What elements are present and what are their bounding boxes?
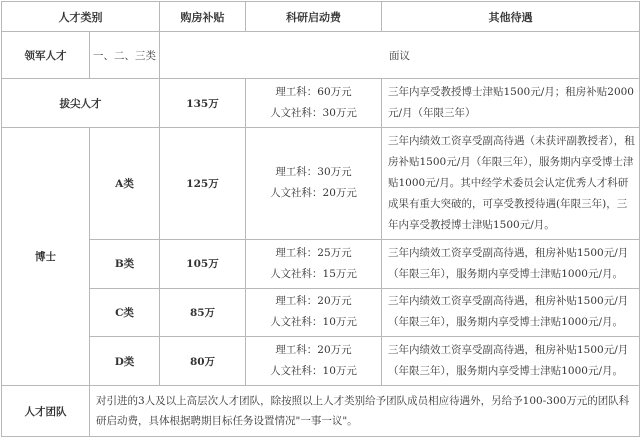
row-phd-d — [2, 337, 640, 386]
row-leading-talent — [2, 32, 640, 79]
funds-science: 理工科：20万元 — [275, 295, 352, 308]
phd-d-grade: D类 — [90, 337, 160, 386]
header-other-benefits: 其他待遇 — [382, 2, 640, 32]
leading-talent-name: 领军人才 — [2, 32, 90, 79]
phd-b-subsidy: 105万 — [160, 239, 246, 288]
header-research-funds: 科研启动费 — [246, 2, 382, 32]
funds-humanities: 人文社科：30万元 — [270, 107, 357, 120]
phd-d-other: 三年内绩效工资享受副高待遇，租房补贴1500元/月（年限三年），服务期内享受博士津贴1000元/月。 — [382, 337, 640, 386]
talent-policy-table — [1, 1, 640, 437]
row-talent-team — [2, 386, 640, 437]
funds-science: 理工科：20万元 — [275, 344, 352, 357]
phd-a-funds — [246, 128, 382, 240]
phd-b-other: 三年内绩效工资享受副高待遇，租房补贴1500元/月（年限三年），服务期内享受博士津贴1000元/月。 — [382, 239, 640, 288]
row-top-talent — [2, 79, 640, 128]
top-talent-subsidy: 135万 — [160, 79, 246, 128]
phd-a-subsidy: 125万 — [160, 128, 246, 240]
phd-c-funds — [246, 288, 382, 337]
leading-talent-negotiable: 面议 — [160, 32, 640, 79]
phd-d-funds — [246, 337, 382, 386]
talent-team-desc: 对引进的3人及以上高层次人才团队，除按照以上人才类别给予团队成员相应待遇外，另给予100-300万元的团队科研启动费，具体根据聘期目标任务设置情况"一事一议"。 — [90, 386, 640, 437]
funds-science: 理工科：25万元 — [275, 246, 352, 259]
leading-talent-grades: 一、二、三类 — [90, 32, 160, 79]
phd-c-other: 三年内绩效工资享受副高待遇，租房补贴1500元/月（年限三年），服务期内享受博士津贴1000元/月。 — [382, 288, 640, 337]
funds-humanities: 人文社科：10万元 — [270, 365, 357, 378]
header-row — [2, 2, 640, 32]
row-phd-c — [2, 288, 640, 337]
phd-b-grade: B类 — [90, 239, 160, 288]
header-category: 人才类别 — [2, 2, 160, 32]
funds-humanities: 人文社科：20万元 — [270, 187, 357, 200]
talent-team-name: 人才团队 — [2, 386, 90, 437]
header-housing-subsidy: 购房补贴 — [160, 2, 246, 32]
phd-d-subsidy: 80万 — [160, 337, 246, 386]
top-talent-other: 三年内享受教授博士津贴1500元/月；租房补贴2000元/月（年限三年） — [382, 79, 640, 128]
phd-c-subsidy: 85万 — [160, 288, 246, 337]
funds-science: 理工科：60万元 — [275, 86, 352, 99]
row-phd-b — [2, 239, 640, 288]
funds-science: 理工科：30万元 — [275, 166, 352, 179]
top-talent-name: 拔尖人才 — [2, 79, 160, 128]
phd-name: 博士 — [2, 128, 90, 386]
row-phd-a — [2, 128, 640, 240]
phd-b-funds — [246, 239, 382, 288]
funds-humanities: 人文社科：10万元 — [270, 316, 357, 329]
funds-humanities: 人文社科：15万元 — [270, 267, 357, 280]
top-talent-funds — [246, 79, 382, 128]
phd-a-other: 三年内绩效工资享受副高待遇（未获评副教授者），租房补贴1500元/月（年限三年），服务期内享受博士津贴1000元/月。其中经学术委员会认定优秀人才科研成果有重大突破的，可享受教授待遇(年限三年)，三年内享受教授博士津贴1500元/月。 — [382, 128, 640, 240]
phd-c-grade: C类 — [90, 288, 160, 337]
phd-a-grade: A类 — [90, 128, 160, 240]
